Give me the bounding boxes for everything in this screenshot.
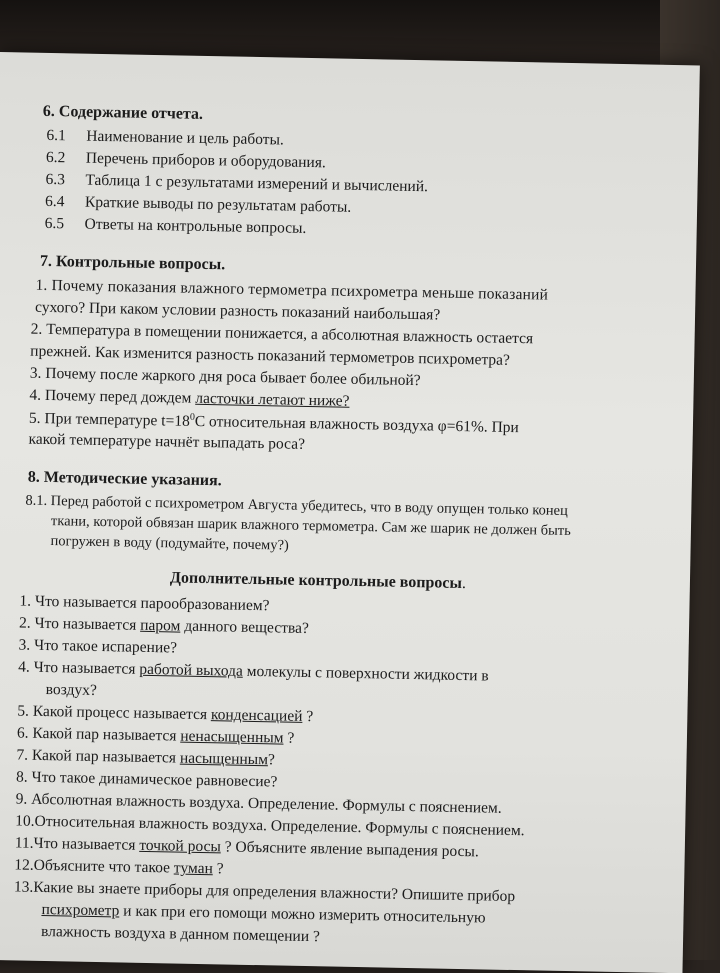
instruction-line3: погружен в воду (подумайте, почему?) (50, 533, 289, 554)
question-text: 4. Почему перед дождем (29, 386, 196, 407)
extra-question-13-line3: влажность воздуха в данном помещении ? (40, 922, 321, 946)
question-text: 2. Что называется (18, 614, 141, 634)
extra-question-3: 3. Что такое испарение? (18, 636, 178, 657)
paper-sheet (0, 52, 700, 973)
item-text: Таблица 1 с результатами измерений и вычислений. (85, 171, 429, 196)
item-text: Краткие выводы по результатам работы. (84, 193, 352, 216)
question-text: 11.Что называется (14, 834, 140, 854)
question-text: ? (302, 707, 314, 726)
question-text: ? (212, 860, 224, 878)
title-text: Дополнительные контрольные вопросы (169, 569, 463, 592)
item-number: 6.4 (44, 192, 65, 211)
underlined-term: туман (173, 859, 214, 878)
question-text: 6. Какой пар называется (16, 724, 181, 745)
underlined-term: психрометр (41, 900, 120, 920)
question-text: 7. Какой пар называется (16, 746, 181, 767)
extra-question-2 (19, 614, 309, 638)
question-text: молекулы с поверхности жидкости в (242, 662, 489, 685)
item-text: Перечень приборов и оборудования. (85, 149, 326, 172)
item-text: Ответы на контрольные вопросы. (84, 215, 307, 237)
question-text: 4. Что называется (18, 658, 140, 678)
extra-question-6 (17, 724, 295, 747)
title-dot: . (461, 574, 467, 593)
instruction-line1: 8.1. Перед работой с психрометром Августа убедитесь, что в воду опущен только конец (25, 492, 568, 519)
question-text: 12.Объясните что такое (14, 856, 175, 877)
question-text: 5. При температуре t=18 (28, 409, 190, 430)
question-text: ? Объясните явление выпадения росы. (220, 838, 479, 861)
question-text: ? (267, 751, 276, 769)
underlined-term: работой выхода (139, 660, 244, 680)
degree-superscript: 0 (189, 411, 195, 423)
question-7-4 (29, 387, 349, 411)
instruction-line2: ткани, которой обвязан шарик влажного термометра. Сам же шарик не должен быть (50, 513, 571, 540)
underlined-phrase: ласточки летают ниже? (195, 389, 350, 410)
question-7-3: 3. Почему после жаркого дня роса бывает более обильной? (29, 364, 421, 390)
item-number: 6.2 (45, 148, 66, 167)
underlined-term: точкой росы (139, 836, 222, 856)
question-text: 5. Какой процесс называется (17, 702, 212, 724)
extra-question-1: 1. Что называется парообразованием? (19, 592, 270, 615)
extra-question-8: 8. Что такое динамическое равновесие? (15, 768, 278, 791)
question-7-1-line2: сухого? При каком условии разность показаний наибольшая? (34, 298, 441, 324)
question-text: данного вещества? (180, 617, 309, 638)
extra-question-13-line1: 13.Какие вы знаете приборы для определения влажности? Опишите прибор (13, 878, 516, 906)
item-number: 6.1 (46, 126, 66, 145)
extra-question-5 (17, 702, 313, 726)
question-text: и как при его помощи можно измерить относительную (119, 902, 486, 927)
question-7-2-line1: 2. Температура в помещении понижается, а абсолютная влажность остается (30, 320, 534, 348)
extra-question-9: 9. Абсолютная влажность воздуха. Определение. Формулы с пояснением. (15, 790, 502, 817)
extra-question-12 (14, 856, 224, 878)
underlined-term: паром (140, 616, 181, 635)
underlined-term: насыщенным (179, 749, 269, 769)
question-text: ? (283, 729, 295, 747)
list-item-6-4 (45, 193, 351, 217)
question-7-1-line1: 1. Почему показания влажного термометра психрометра меньше показаний (35, 276, 549, 304)
extra-question-7 (16, 746, 275, 769)
underlined-term: ненасыщенным (180, 727, 284, 747)
section-8-title: 8. Методические указания. (27, 468, 222, 490)
section-7-title: 7. Контрольные вопросы. (39, 252, 226, 274)
question-7-5-line2: какой температуре начнёт выпадать роса? (28, 430, 306, 453)
section-6-title: 6. Содержание отчета. (42, 102, 204, 123)
item-number: 6.5 (44, 214, 65, 233)
item-number: 6.3 (45, 170, 66, 189)
question-7-2-line2: прежней. Как изменится разность показаний термометров психрометра? (30, 342, 511, 369)
item-text: Наименование и цель работы. (86, 127, 284, 149)
list-item-6-2 (46, 149, 326, 172)
list-item-6-3 (45, 171, 428, 196)
list-item-6-1 (46, 127, 284, 150)
extra-question-4-line2: воздух? (45, 680, 98, 699)
question-text: С относительная влажность воздуха φ=61%. При (194, 412, 519, 437)
list-item-6-5 (45, 215, 307, 238)
underlined-term: конденсацией (210, 706, 303, 725)
extra-questions-title (170, 569, 466, 593)
extra-question-10: 10.Относительная влажность воздуха. Определение. Формулы с пояснением. (15, 812, 525, 840)
